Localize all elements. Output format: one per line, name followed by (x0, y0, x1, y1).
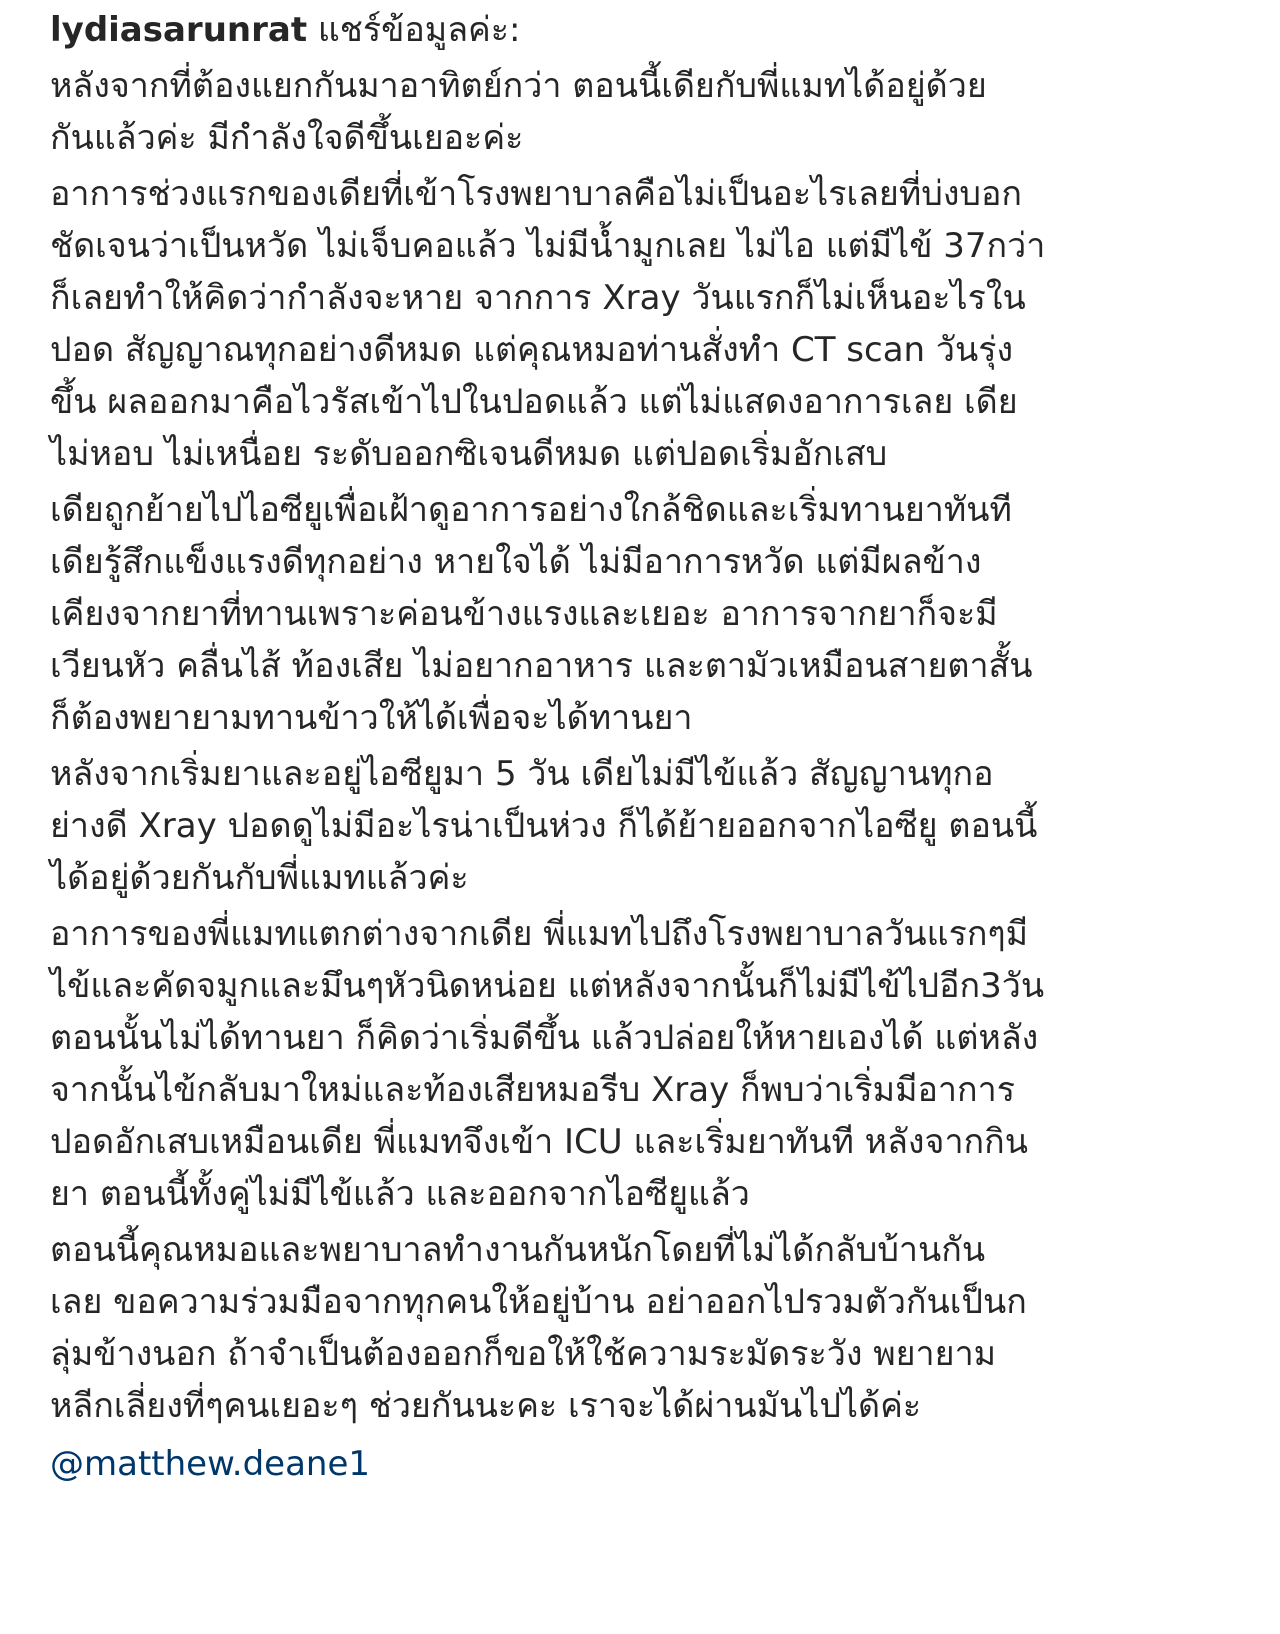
caption-line: ได้อยู่ด้วยกันกับพี่แมทแล้วค่ะ (50, 858, 469, 898)
caption-line: เดียถูกย้ายไปไอซียูเพื่อเฝ้าดูอาการอย่างใกล้ชิดและเริ่มทานยาทันที (50, 490, 1012, 530)
mention-link[interactable]: @matthew.deane1 (50, 1444, 371, 1484)
caption-header (50, 4, 1250, 56)
paragraph-5 (50, 908, 1250, 1220)
header-suffix: แชร์ข้อมูลค่ะ: (307, 10, 521, 50)
caption-line: ลุ่มข้างนอก ถ้าจำเป็นต้องออกก็ขอให้ใช้ความระมัดระวัง พยายาม (50, 1334, 997, 1374)
caption-line: อาการช่วงแรกของเดียที่เข้าโรงพยาบาลคือไม่เป็นอะไรเลยที่บ่งบอก (50, 174, 1023, 214)
caption-line: เวียนหัว คลื่นไส้ ท้องเสีย ไม่อยากอาหาร และตามัวเหมือนสายตาสั้น (50, 646, 1033, 686)
caption-line: ตอนนั้นไม่ได้ทานยา ก็คิดว่าเริ่มดีขึ้น แล้วปล่อยให้หายเองได้ แต่หลัง (50, 1018, 1039, 1058)
caption-line: ปอดอักเสบเหมือนเดีย พี่แมทจึงเข้า ICU และเริ่มยาทันที หลังจากกิน (50, 1122, 1028, 1162)
paragraph-6 (50, 1224, 1250, 1432)
caption-line: ตอนนี้คุณหมอและพยาบาลทำงานกันหนักโดยที่ไม่ได้กลับบ้านกัน (50, 1230, 986, 1270)
caption-line: หลังจากที่ต้องแยกกันมาอาทิตย์กว่า ตอนนี้เดียกับพี่แมทได้อยู่ด้วย (50, 66, 987, 106)
paragraph-4 (50, 748, 1250, 904)
caption-line: ไข้และคัดจมูกและมึนๆหัวนิดหน่อย แต่หลังจากนั้นก็ไม่มีไข้ไปอีก3วัน (50, 966, 1045, 1006)
caption-line: ไม่หอบ ไม่เหนื่อย ระดับออกซิเจนดีหมด แต่ปอดเริ่มอักเสบ (50, 434, 888, 474)
caption-line: ปอด สัญญาณทุกอย่างดีหมด แต่คุณหมอท่านสั่งทำ CT scan วันรุ่ง (50, 330, 1014, 370)
caption-line: จากนั้นไข้กลับมาใหม่และท้องเสียหมอรีบ Xray ก็พบว่าเริ่มมีอาการ (50, 1070, 1015, 1110)
caption-line: ก็เลยทำให้คิดว่ากำลังจะหาย จากการ Xray วันแรกก็ไม่เห็นอะไรใน (50, 278, 1026, 318)
username-link[interactable]: lydiasarunrat (50, 10, 308, 50)
post-caption (50, 4, 1250, 1490)
caption-line: หลีกเลี่ยงที่ๆคนเยอะๆ ช่วยกันนะคะ เราจะได้ผ่านมันไปได้ค่ะ (50, 1386, 922, 1426)
caption-line: เคียงจากยาที่ทานเพราะค่อนข้างแรงและเยอะ อาการจากยาก็จะมี (50, 594, 998, 634)
caption-line: เลย ขอความร่วมมือจากทุกคนให้อยู่บ้าน อย่าออกไปรวมตัวกันเป็นก (50, 1282, 1027, 1322)
caption-line: เดียรู้สึกแข็งแรงดีทุกอย่าง หายใจได้ ไม่มีอาการหวัด แต่มีผลข้าง (50, 542, 982, 582)
caption-line: ย่างดี Xray ปอดดูไม่มีอะไรน่าเป็นห่วง ก็ได้ย้ายออกจากไอซียู ตอนนี้ (50, 806, 1038, 846)
caption-line: หลังจากเริ่มยาและอยู่ไอซียูมา 5 วัน เดียไม่มีไข้แล้ว สัญญานทุกอ (50, 754, 994, 794)
caption-line: อาการของพี่แมทแตกต่างจากเดีย พี่แมทไปถึงโรงพยาบาลวันแรกๆมี (50, 914, 1029, 954)
paragraph-3 (50, 484, 1250, 744)
caption-line: ชัดเจนว่าเป็นหวัด ไม่เจ็บคอแล้ว ไม่มีน้ำมูกเลย ไม่ไอ แต่มีไข้ 37กว่า (50, 226, 1046, 266)
caption-line: ยา ตอนนี้ทั้งคู่ไม่มีไข้แล้ว และออกจากไอซียูแล้ว (50, 1174, 750, 1214)
paragraph-1 (50, 60, 1250, 164)
caption-line: ขึ้น ผลออกมาคือไวรัสเข้าไปในปอดแล้ว แต่ไม่แสดงอาการเลย เดีย (50, 382, 1018, 422)
paragraph-2 (50, 168, 1250, 480)
caption-line: กันแล้วค่ะ มีกำลังใจดีขึ้นเยอะค่ะ (50, 118, 524, 158)
caption-line: ก็ต้องพยายามทานข้าวให้ได้เพื่อจะได้ทานยา (50, 698, 693, 738)
